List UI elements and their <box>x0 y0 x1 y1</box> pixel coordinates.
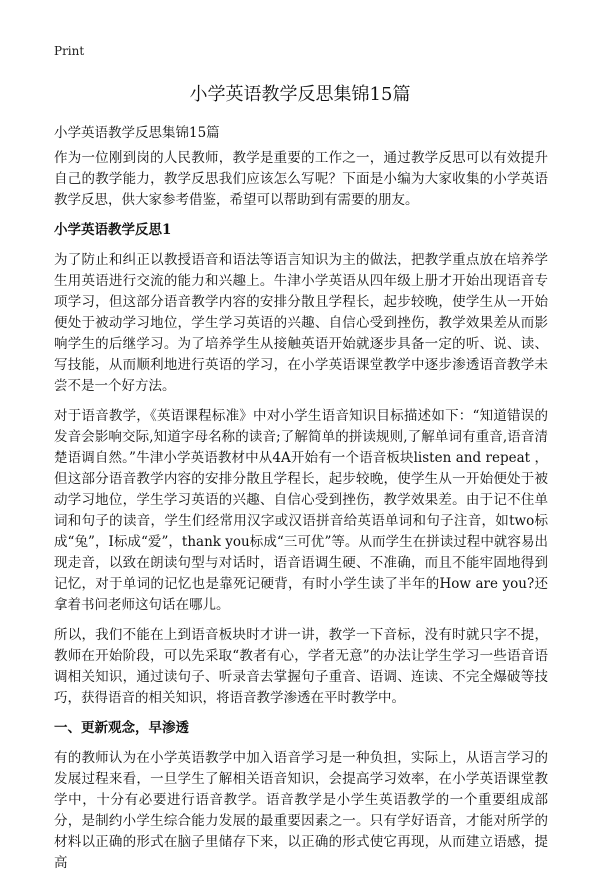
paragraph-4: 有的教师认为在小学英语教学中加入语音学习是一种负担，实际上，从语言学习的发展过程来看，一旦学生了解相关语音知识，会提高学习效率，在小学英语课堂教学中，十分有必要进行语音教学。语音教学是小学生英语教学的一个重要组成部分，是制约小学生综合能力发展的最重要因素之一。只有学好语音，才能对所学的材料以正确的形式在脑子里储存下来，以正确的形式使它再现，从而建立语感，提高 <box>54 750 548 871</box>
intro-paragraph: 作为一位刚到岗的人民教师，教学是重要的工作之一，通过教学反思可以有效提升自己的教学能力，教学反思我们应该怎么写呢？下面是小编为大家收集的小学英语教学反思，供大家参考借鉴，希望可以帮助到有需要的朋友。 <box>54 150 548 208</box>
print-label: Print <box>54 44 85 58</box>
document-subtitle: 小学英语教学反思集锦15篇 <box>54 125 220 141</box>
document-title: 小学英语教学反思集锦15篇 <box>189 84 411 105</box>
document-body <box>54 148 548 883</box>
paragraph-1: 为了防止和纠正以教授语音和语法等语言知识为主的做法，把教学重点放在培养学生用英语进行交流的能力和兴趣上。牛津小学英语从四年级上册才开始出现语音专项学习，但这部分语音教学内容的安排分散且学程长，起步较晚，使学生从一开始便处于被动学习地位，学生学习英语的兴趣、自信心受到挫伤，教学效果差从而影响学生的后继学习。为了培养学生从接触英语开始就逐步具备一定的听、说、读、写技能，从而顺利地进行英语的学习，在小学英语课堂教学中逐步渗透语音教学未尝不是一个好方法。 <box>54 252 548 394</box>
paragraph-2: 对于语音教学，《英语课程标准》中对小学生语音知识目标描述如下：“知道错误的发音会影响交际,知道字母名称的读音;了解简单的拼读规则,了解单词有重音,语音清楚语调自然。”牛津小学英语教材中从4A开始有一个语音板块listen and repeat ，但这部分语音教学内容的安排分散且学程长，起步较晚，使学生从一开始便处于被动学习地位，学生学习英语的兴趣、自信心受到挫伤，教学效果差。由于记不住单词和句子的读音，学生们经常用汉字或汉语拼音给英语单词和句子注音，如two标成“兔”，I标成“爱”，thank you标成“三可优”等。从而学生在拼读过程中就容易出现走音，以致在朗读句型与对话时，语音语调生硬、不准确，而且不能牢固地得到记忆，对于单词的记忆也是靠死记硬背，有时小学生读了半年的How are you?还拿着书问老师这句话在哪儿。 <box>54 408 548 613</box>
section-1-heading: 小学英语教学反思1 <box>54 222 172 238</box>
paragraph-3: 所以，我们不能在上到语音板块时才讲一讲，教学一下音标，没有时就只字不提，教师在开始阶段，可以先采取“教者有心，学者无意”的办法让学生学习一些语音语调相关知识，通过读句子、听录音去掌握句子重音、语调、连读、不完全爆破等技巧，获得语音的相关知识，将语音教学渗透在平时教学中。 <box>54 627 548 706</box>
section-2-heading: 一、更新观念，早渗透 <box>54 720 189 736</box>
